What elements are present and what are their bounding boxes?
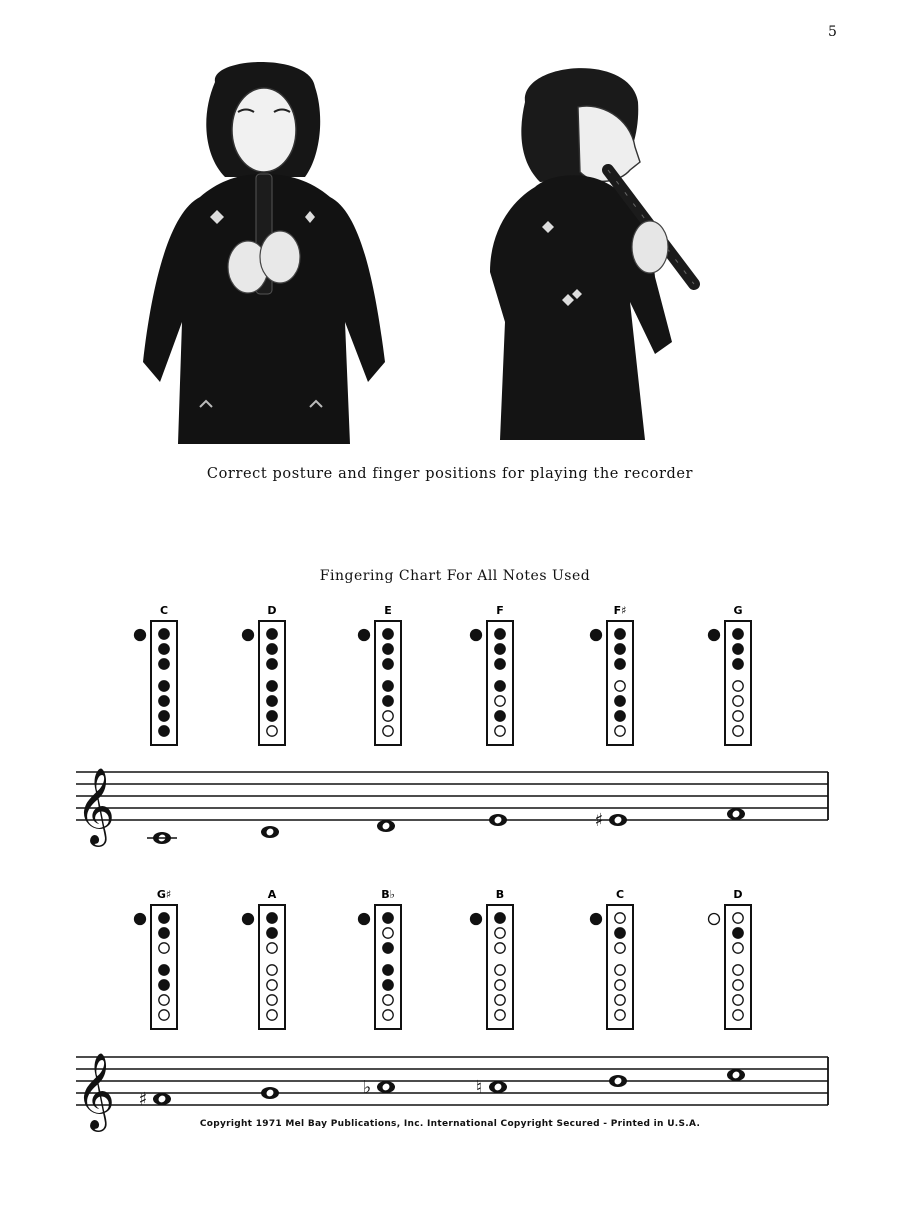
finger-hole-closed bbox=[615, 644, 625, 654]
finger-hole-closed bbox=[733, 629, 743, 639]
finger-hole-open bbox=[495, 943, 505, 953]
note-label: B♭ bbox=[381, 888, 395, 901]
staff-note bbox=[377, 820, 395, 832]
staff-note bbox=[261, 1087, 279, 1099]
finger-hole-open bbox=[733, 913, 743, 923]
finger-hole-closed bbox=[267, 681, 277, 691]
copyright-notice: Copyright 1971 Mel Bay Publications, Inc. International Copyright Secured - Printed in U.S.A. bbox=[199, 1119, 701, 1129]
note-label: C bbox=[159, 604, 169, 617]
thumb-hole-closed bbox=[359, 914, 370, 925]
staff-note bbox=[147, 832, 177, 844]
fingering-diagram bbox=[359, 888, 402, 1029]
thumb-hole-closed bbox=[709, 630, 720, 641]
thumb-hole-closed bbox=[135, 630, 146, 641]
staff-note bbox=[139, 1089, 171, 1110]
note-label: A bbox=[267, 888, 277, 901]
finger-hole-closed bbox=[159, 965, 169, 975]
fingering-chart-title: Fingering Chart For All Notes Used bbox=[319, 568, 591, 584]
finger-hole-open bbox=[495, 696, 505, 706]
finger-hole-open bbox=[267, 965, 277, 975]
note-label: G bbox=[733, 604, 743, 617]
accidental-sign: ♯ bbox=[594, 810, 604, 831]
thumb-hole-closed bbox=[243, 914, 254, 925]
fingering-diagram bbox=[135, 604, 178, 745]
finger-hole-open bbox=[495, 995, 505, 1005]
staff-note bbox=[727, 808, 745, 820]
finger-hole-closed bbox=[615, 928, 625, 938]
finger-hole-closed bbox=[733, 928, 743, 938]
finger-hole-closed bbox=[267, 696, 277, 706]
finger-hole-closed bbox=[495, 913, 505, 923]
finger-hole-closed bbox=[159, 726, 169, 736]
note-label: F♯ bbox=[613, 604, 627, 617]
fingering-diagram bbox=[471, 888, 514, 1029]
finger-hole-open bbox=[159, 995, 169, 1005]
finger-hole-closed bbox=[495, 629, 505, 639]
note-label: B bbox=[495, 888, 505, 901]
finger-hole-closed bbox=[383, 644, 393, 654]
finger-hole-open bbox=[383, 726, 393, 736]
finger-hole-closed bbox=[495, 659, 505, 669]
finger-hole-open bbox=[733, 980, 743, 990]
finger-hole-open bbox=[733, 696, 743, 706]
finger-hole-closed bbox=[159, 928, 169, 938]
note-label: C bbox=[615, 888, 625, 901]
finger-hole-open bbox=[383, 928, 393, 938]
finger-hole-closed bbox=[267, 711, 277, 721]
finger-hole-closed bbox=[495, 711, 505, 721]
fingering-diagram bbox=[591, 604, 634, 745]
thumb-hole-open bbox=[709, 914, 720, 925]
note-label: D bbox=[267, 604, 277, 617]
accidental-sign: ♮ bbox=[475, 1077, 483, 1098]
staff-note bbox=[489, 814, 507, 826]
finger-hole-open bbox=[733, 711, 743, 721]
finger-hole-closed bbox=[615, 629, 625, 639]
finger-hole-open bbox=[159, 943, 169, 953]
accidental-sign: ♭ bbox=[362, 1077, 372, 1098]
finger-hole-open bbox=[615, 726, 625, 736]
finger-hole-open bbox=[267, 995, 277, 1005]
finger-hole-closed bbox=[159, 696, 169, 706]
finger-hole-open bbox=[495, 726, 505, 736]
finger-hole-closed bbox=[495, 681, 505, 691]
photo-caption: Correct posture and finger positions for playing the recorder bbox=[206, 466, 694, 482]
fingering-diagram bbox=[591, 888, 634, 1029]
staff-note bbox=[727, 1069, 745, 1081]
finger-hole-closed bbox=[495, 644, 505, 654]
thumb-hole-closed bbox=[591, 630, 602, 641]
finger-hole-open bbox=[733, 681, 743, 691]
finger-hole-closed bbox=[267, 913, 277, 923]
staff-note bbox=[476, 1077, 507, 1098]
note-label: F bbox=[496, 604, 504, 617]
finger-hole-closed bbox=[733, 644, 743, 654]
thumb-hole-closed bbox=[471, 914, 482, 925]
finger-hole-closed bbox=[615, 696, 625, 706]
finger-hole-open bbox=[383, 1010, 393, 1020]
finger-hole-open bbox=[383, 711, 393, 721]
finger-hole-open bbox=[267, 980, 277, 990]
finger-hole-open bbox=[267, 726, 277, 736]
finger-hole-closed bbox=[383, 681, 393, 691]
finger-hole-closed bbox=[267, 644, 277, 654]
thumb-hole-closed bbox=[243, 630, 254, 641]
finger-hole-closed bbox=[383, 659, 393, 669]
staff-note bbox=[261, 826, 279, 838]
finger-hole-closed bbox=[159, 629, 169, 639]
finger-hole-closed bbox=[159, 659, 169, 669]
fingering-diagram bbox=[359, 604, 402, 745]
thumb-hole-closed bbox=[591, 914, 602, 925]
finger-hole-closed bbox=[383, 913, 393, 923]
finger-hole-open bbox=[615, 980, 625, 990]
fingering-diagram bbox=[135, 888, 178, 1029]
finger-hole-open bbox=[733, 965, 743, 975]
finger-hole-open bbox=[267, 1010, 277, 1020]
finger-hole-closed bbox=[159, 681, 169, 691]
finger-hole-closed bbox=[615, 711, 625, 721]
finger-hole-open bbox=[495, 928, 505, 938]
finger-hole-closed bbox=[267, 629, 277, 639]
thumb-hole-closed bbox=[359, 630, 370, 641]
finger-hole-open bbox=[495, 965, 505, 975]
finger-hole-closed bbox=[159, 711, 169, 721]
finger-hole-open bbox=[495, 1010, 505, 1020]
finger-hole-closed bbox=[383, 629, 393, 639]
finger-hole-open bbox=[615, 1010, 625, 1020]
finger-hole-open bbox=[267, 943, 277, 953]
treble-clef-icon: 𝄞 bbox=[76, 767, 116, 844]
page-number: 5 bbox=[828, 24, 837, 40]
accidental-sign: ♯ bbox=[138, 1089, 148, 1110]
finger-hole-closed bbox=[615, 659, 625, 669]
finger-hole-open bbox=[615, 913, 625, 923]
finger-hole-closed bbox=[383, 696, 393, 706]
finger-hole-closed bbox=[383, 965, 393, 975]
fingering-diagram bbox=[243, 888, 286, 1029]
finger-hole-open bbox=[615, 943, 625, 953]
finger-hole-closed bbox=[159, 913, 169, 923]
thumb-hole-closed bbox=[471, 630, 482, 641]
finger-hole-closed bbox=[383, 980, 393, 990]
finger-hole-open bbox=[159, 1010, 169, 1020]
finger-hole-open bbox=[733, 943, 743, 953]
fingering-diagram bbox=[709, 604, 752, 745]
finger-hole-closed bbox=[383, 943, 393, 953]
fingering-diagram bbox=[709, 888, 752, 1029]
finger-hole-open bbox=[383, 995, 393, 1005]
note-label: D bbox=[733, 888, 743, 901]
fingering-diagram bbox=[471, 604, 514, 745]
finger-hole-open bbox=[733, 1010, 743, 1020]
finger-hole-closed bbox=[159, 644, 169, 654]
staff-note bbox=[609, 1075, 627, 1087]
staff-note bbox=[363, 1077, 395, 1098]
finger-hole-open bbox=[733, 995, 743, 1005]
note-label: G♯ bbox=[156, 888, 172, 901]
staff-note bbox=[595, 810, 627, 831]
finger-hole-open bbox=[495, 980, 505, 990]
finger-hole-open bbox=[615, 965, 625, 975]
finger-hole-open bbox=[615, 681, 625, 691]
treble-clef-icon: 𝄞 bbox=[76, 1052, 116, 1129]
finger-hole-closed bbox=[267, 659, 277, 669]
thumb-hole-closed bbox=[135, 914, 146, 925]
finger-hole-closed bbox=[733, 659, 743, 669]
finger-hole-closed bbox=[267, 928, 277, 938]
fingering-diagram bbox=[243, 604, 286, 745]
finger-hole-open bbox=[733, 726, 743, 736]
note-label: E bbox=[384, 604, 392, 617]
finger-hole-closed bbox=[159, 980, 169, 990]
finger-hole-open bbox=[615, 995, 625, 1005]
staff-row-1 bbox=[76, 767, 828, 847]
